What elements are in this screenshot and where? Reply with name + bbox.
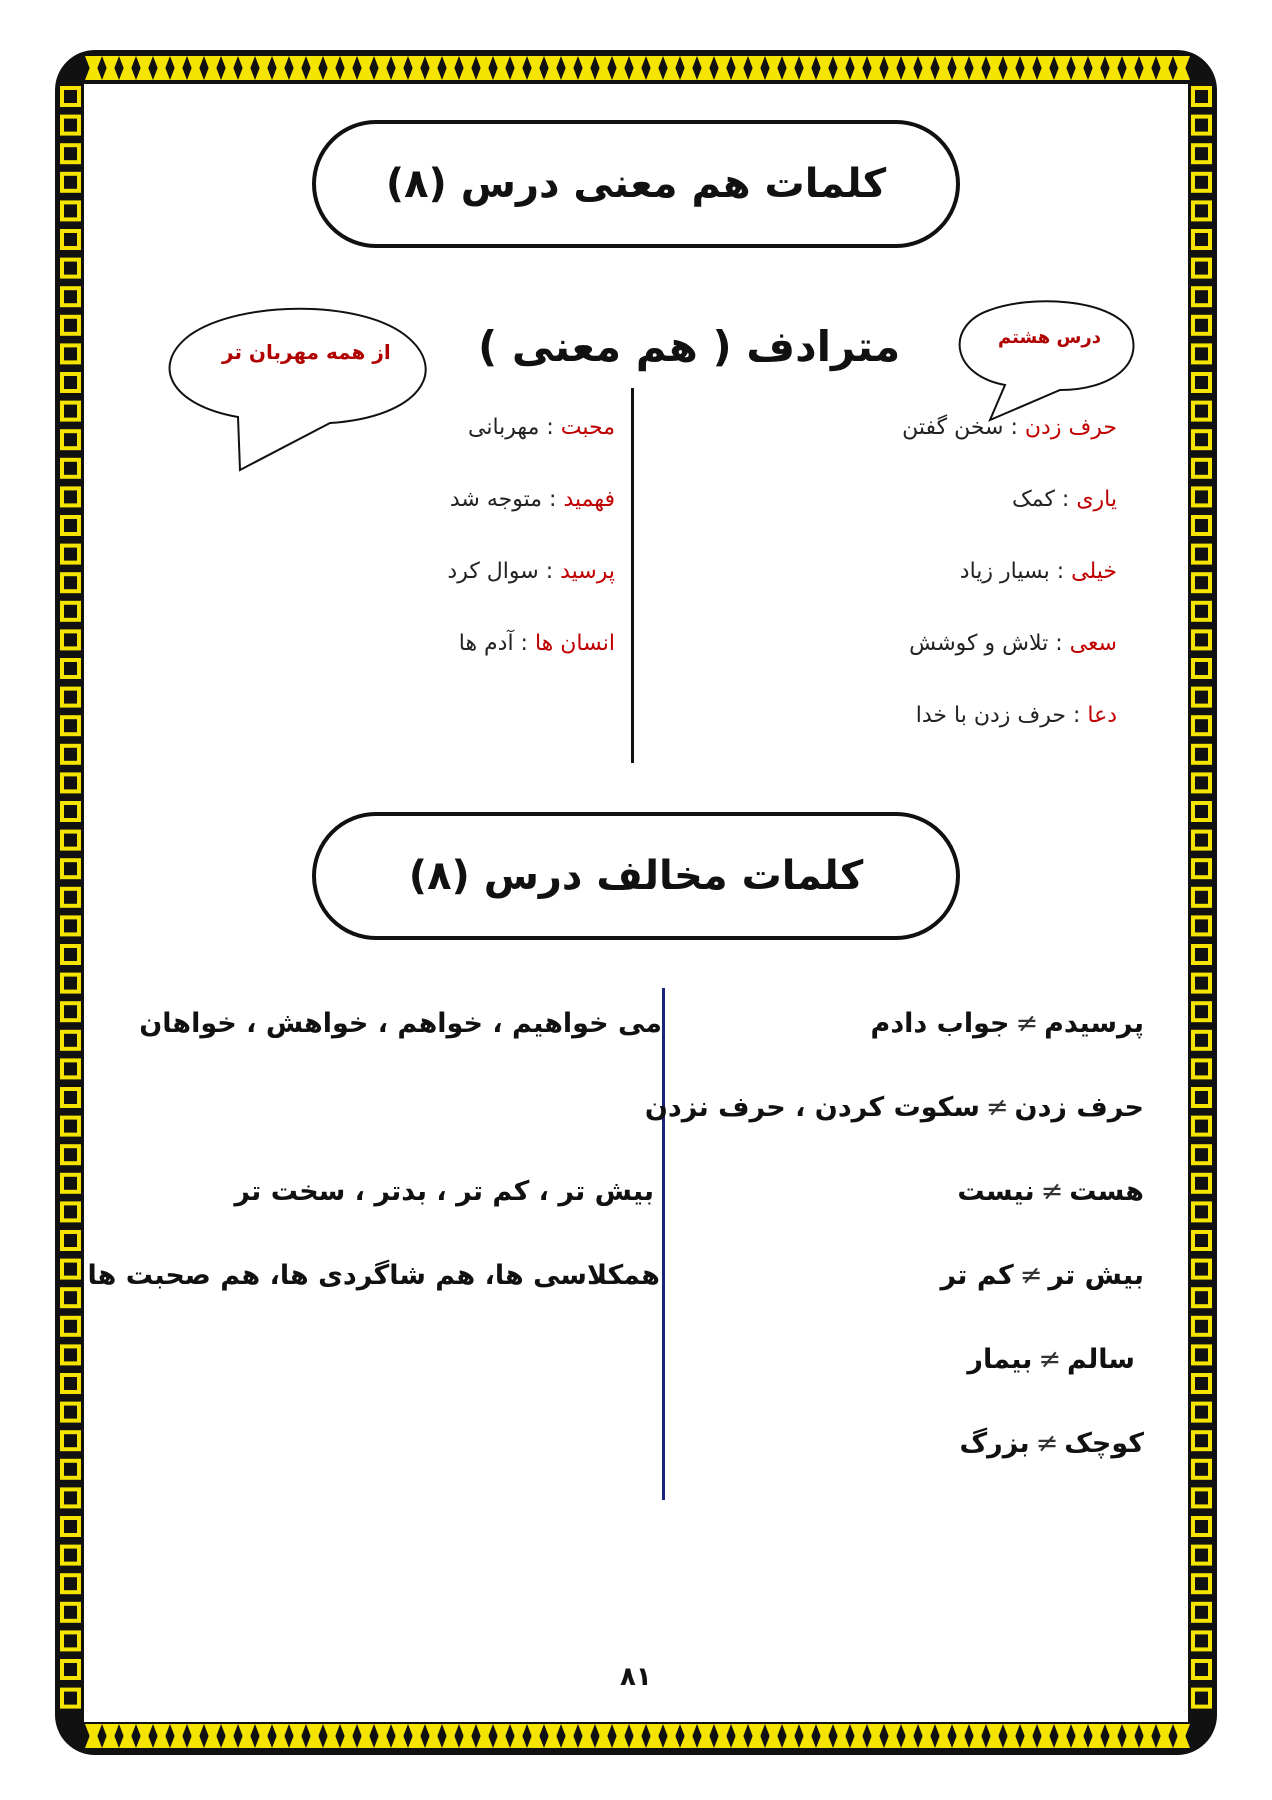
antonym-item: پرسیدم≠جواب دادم xyxy=(870,1008,1144,1039)
synonym-meaning: متوجه شد xyxy=(449,487,543,512)
synonyms-heading: مترادف ( هم معنی ) xyxy=(478,322,901,371)
synonym-item: یاری : کمک xyxy=(1012,487,1117,512)
synonyms-divider xyxy=(631,388,634,763)
synonym-item: انسان ها : آدم ها xyxy=(458,631,615,656)
synonym-term: یاری xyxy=(1076,487,1117,512)
synonym-meaning: آدم ها xyxy=(458,631,514,656)
synonym-item: پرسید : سوال کرد xyxy=(447,559,615,584)
antonym-item: هست≠نیست xyxy=(957,1176,1144,1207)
synonym-meaning: سخن گفتن xyxy=(902,415,1004,440)
related-words-item: می خواهیم ، خواهم ، خواهش ، خواهان xyxy=(139,1008,662,1039)
antonyms-title: کلمات مخالف درس (۸) xyxy=(408,853,864,899)
synonym-item: دعا : حرف زدن با خدا xyxy=(915,703,1117,728)
antonym-item: سالم≠بیمار xyxy=(967,1344,1135,1375)
speech-bubble-right-text: درس هشتم xyxy=(998,327,1101,348)
not-equal-icon: ≠ xyxy=(1038,1344,1061,1375)
antonym-item: بیش تر≠کم تر xyxy=(940,1260,1144,1291)
synonym-term: انسان ها xyxy=(534,631,615,656)
synonym-item: فهمید : متوجه شد xyxy=(449,487,615,512)
synonym-item: خیلی : بسیار زیاد xyxy=(959,559,1117,584)
synonym-meaning: حرف زدن با خدا xyxy=(915,703,1066,728)
related-words-item: همکلاسی ها، هم شاگردی ها، هم صحبت ها xyxy=(87,1260,660,1291)
synonym-term: سعی xyxy=(1069,631,1117,656)
antonyms-title-box xyxy=(312,812,960,940)
synonym-term: حرف زدن xyxy=(1024,415,1117,440)
not-equal-icon: ≠ xyxy=(1015,1008,1039,1039)
synonym-term: خیلی xyxy=(1071,559,1117,584)
synonym-term: فهمید xyxy=(563,487,615,512)
synonym-meaning: بسیار زیاد xyxy=(959,559,1050,584)
not-equal-icon: ≠ xyxy=(1035,1428,1059,1459)
synonym-item: محبت : مهربانی xyxy=(468,415,615,440)
speech-bubble-left xyxy=(150,305,450,485)
synonym-term: دعا xyxy=(1087,703,1117,728)
synonym-term: پرسید xyxy=(560,559,615,584)
antonym-item: کوچک≠بزرگ xyxy=(959,1428,1144,1459)
antonyms-divider xyxy=(662,988,665,1500)
synonym-item: حرف زدن : سخن گفتن xyxy=(902,415,1117,440)
synonym-term: محبت xyxy=(560,415,615,440)
synonym-meaning: سوال کرد xyxy=(447,559,539,584)
synonyms-title-box xyxy=(312,120,960,248)
synonym-item: سعی : تلاش و کوشش xyxy=(909,631,1117,656)
not-equal-icon: ≠ xyxy=(985,1092,1009,1123)
not-equal-icon: ≠ xyxy=(1040,1176,1064,1207)
speech-bubble-right xyxy=(950,300,1140,430)
page-number: ۸۱ xyxy=(620,1662,652,1692)
synonym-meaning: مهربانی xyxy=(468,415,540,440)
not-equal-icon: ≠ xyxy=(1019,1260,1043,1291)
synonym-meaning: کمک xyxy=(1012,487,1055,512)
antonym-item: حرف زدن≠سکوت کردن ، حرف نزدن xyxy=(644,1092,1144,1123)
speech-bubble-left-text: از همه مهربان تر xyxy=(222,340,391,364)
synonyms-title: کلمات هم معنی درس (۸) xyxy=(385,161,887,207)
synonym-meaning: تلاش و کوشش xyxy=(909,631,1049,656)
related-words-item: بیش تر ، کم تر ، بدتر ، سخت تر xyxy=(234,1176,654,1207)
